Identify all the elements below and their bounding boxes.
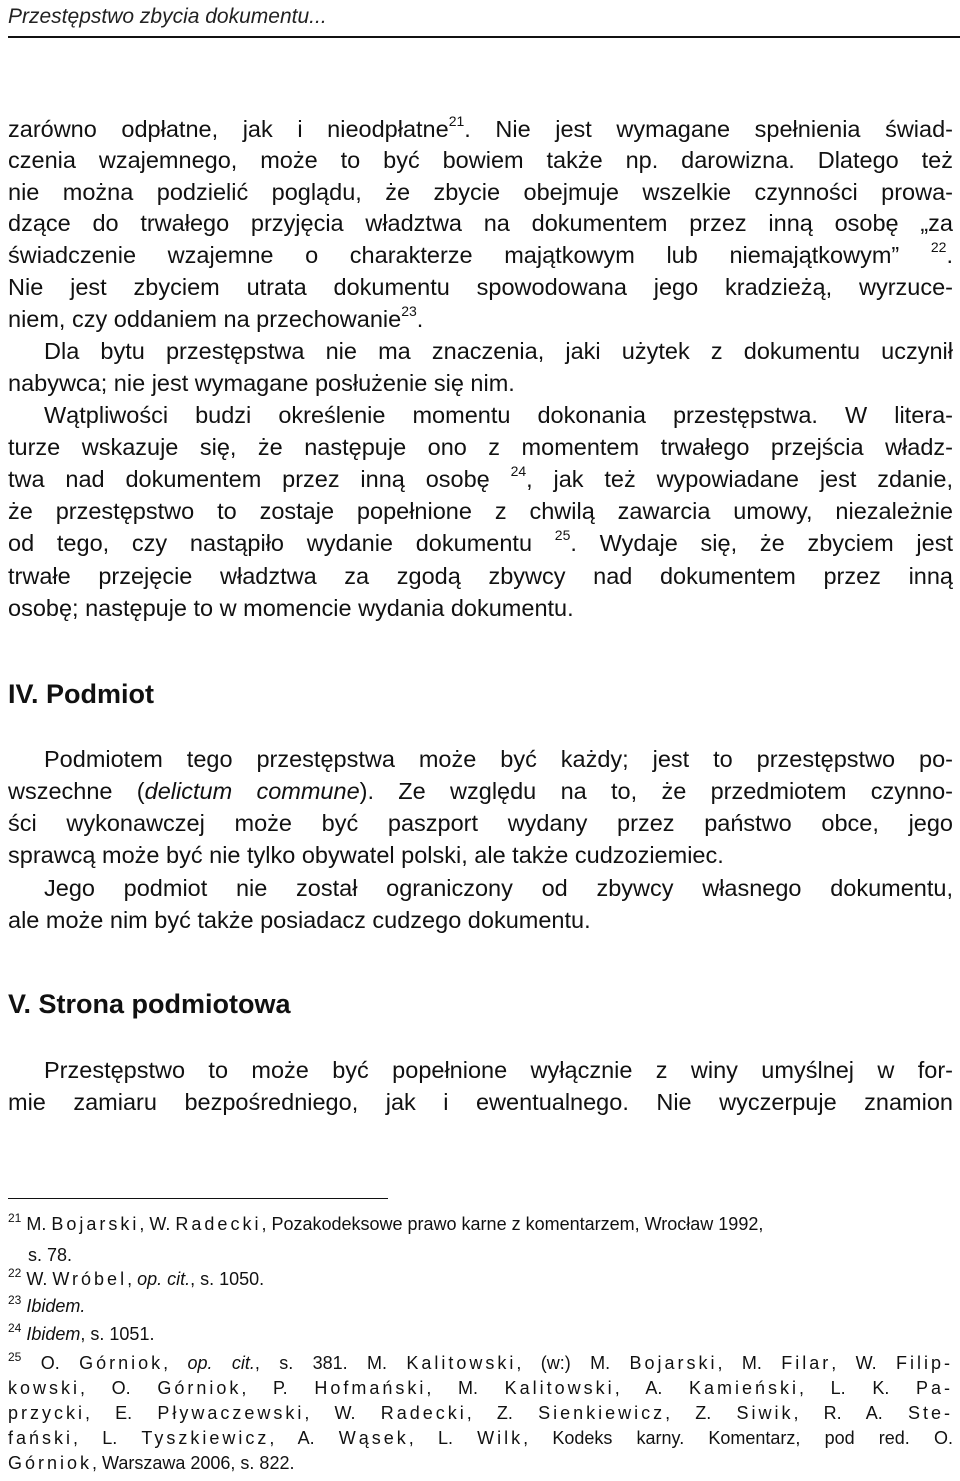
footnote-continuation: przycki, E. Pływaczewski, W. Radecki, Z. Sienkiewicz, Z. Siwik, R. A. Ste- <box>8 1403 953 1423</box>
text-line: Jego podmiot nie został ograniczony od zbywcy własnego dokumentu, <box>44 875 953 901</box>
text-line: wszechne (delictum commune). Ze względu na to, że przedmiotem czynno- <box>8 778 953 804</box>
footnote-continuation: fański, L. Tyszkiewicz, A. Wąsek, L. Wilk, Kodeks karny. Komentarz, pod red. O. <box>8 1428 953 1448</box>
footnote: $^{22}$ W. Wróbel, op. cit., s. 1050. <box>8 1266 265 1289</box>
footnote: $^{23}$ Ibidem. <box>8 1293 86 1316</box>
text-line: sprawcą może być nie tylko obywatel polski, ale także cudzoziemiec. <box>8 842 724 868</box>
text-line: nabywca; nie jest wymagane posłużenie się nim. <box>8 370 515 396</box>
text-line: trwałe przejęcie władztwa za zgodą zbywcy nad dokumentem przez inną <box>8 563 953 589</box>
text-line: że przestępstwo to zostaje popełnione z chwilą zawarcia umowy, niezależnie <box>8 498 953 524</box>
footnote-ref[interactable]: 22 <box>930 239 947 255</box>
footnote: $^{24}$ Ibidem, s. 1051. <box>8 1321 155 1344</box>
text-line: mie zamiaru bezpośredniego, jak i ewentualnego. Nie wyczerpuje znamion <box>8 1089 953 1115</box>
footnote-separator <box>8 1198 388 1199</box>
text-line: Wątpliwości budzi określenie momentu dokonania przestępstwa. W litera- <box>44 402 953 428</box>
text-line: Podmiotem tego przestępstwa może być każdy; jest to przestępstwo po- <box>44 746 953 772</box>
footnote-ref[interactable]: 24 <box>510 463 527 479</box>
text-line: dzące do trwałego przyjęcia władztwa na dokumentem przez inną osobę „za <box>8 210 953 236</box>
text-line: twa nad dokumentem przez inną osobę $^{24}$, jak też wypowiadane jest zdanie, <box>8 463 954 492</box>
text-line: ale może nim być także posiadacz cudzego dokumentu. <box>8 907 591 933</box>
text-line: Przestępstwo to może być popełnione wyłącznie z winy umyślnej w for- <box>44 1057 953 1083</box>
text-line: od tego, czy nastąpiło wydanie dokumentu $^{25}$. Wydaje się, że zbyciem jest <box>8 527 953 556</box>
footnote-continuation: Górniok, Warszawa 2006, s. 822. <box>8 1453 295 1473</box>
footnote: $^{21}$ M. Bojarski, W. Radecki, Pozakodeksowe prawo karne z komentarzem, Wrocław 1992, <box>8 1211 764 1234</box>
text-line: Nie jest zbyciem utrata dokumentu spowodowana jego kradzieżą, wyrzuce- <box>8 274 953 300</box>
footnote-ref[interactable]: 21 <box>448 113 465 129</box>
text-line: świadczenie wzajemne o charakterze majątkowym lub niemajątkowym” $^{22}$. <box>8 239 953 268</box>
running-title: Przestępstwo zbycia dokumentu... <box>8 5 327 28</box>
section-heading: V. Strona podmiotowa <box>8 989 291 1019</box>
footnote-ref[interactable]: 25 <box>554 527 571 543</box>
text-line: Dla bytu przestępstwa nie ma znaczenia, jaki użytek z dokumentu uczynił <box>44 338 953 364</box>
running-header <box>8 2 960 38</box>
text-line: nie można podzielić poglądu, że zbycie obejmuje wszelkie czynności prowa- <box>8 179 953 205</box>
footnote-continuation: s. 78. <box>28 1245 73 1265</box>
footnote: $^{25}$ O. Górniok, op. cit., s. 381. M. Kalitowski, (w:) M. Bojarski, M. Filar, W. Filip- <box>8 1350 953 1373</box>
text-line: czenia wzajemnego, może to być bowiem także np. darowizna. Dlatego też <box>8 147 953 173</box>
text-line: ści wykonawczej może być paszport wydany przez państwo obce, jego <box>8 810 953 836</box>
text-line: zarówno odpłatne, jak i nieodpłatne$^{21}$. Nie jest wymagane spełnienia świad- <box>8 113 953 142</box>
text-line: turze wskazuje się, że następuje ono z momentem trwałego przejścia władz- <box>8 434 953 460</box>
footnote-continuation: kowski, O. Górniok, P. Hofmański, M. Kalitowski, A. Kamieński, L. K. Pa- <box>8 1378 953 1398</box>
text-line: osobę; następuje to w momencie wydania dokumentu. <box>8 595 574 621</box>
section-heading: IV. Podmiot <box>8 679 155 709</box>
text-line: niem, czy oddaniem na przechowanie$^{23}$. <box>8 303 424 332</box>
footnote-ref[interactable]: 23 <box>401 303 417 319</box>
